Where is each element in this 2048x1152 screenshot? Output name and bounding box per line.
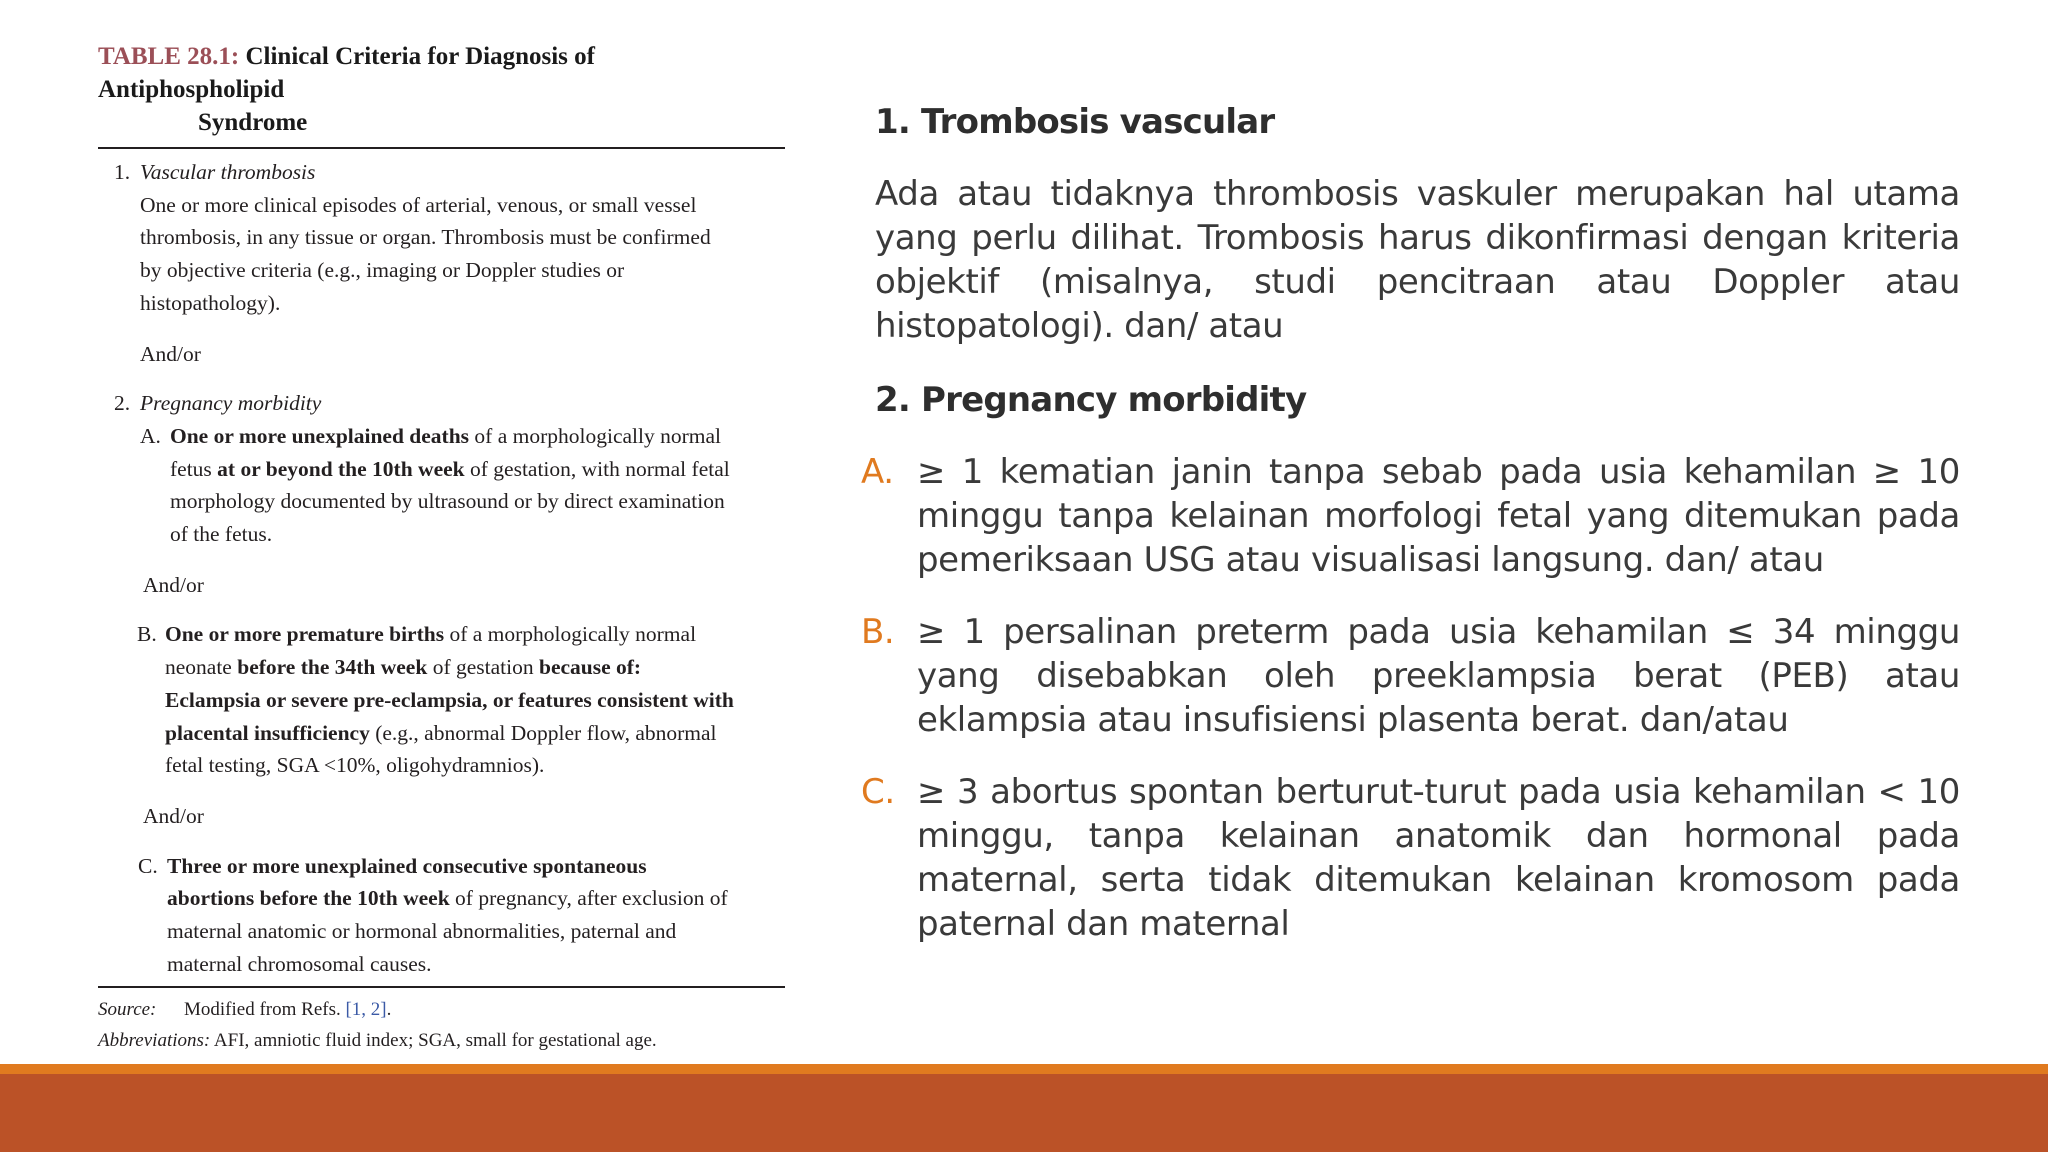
criterion-text: neonate — [165, 655, 238, 680]
list-item — [861, 610, 1960, 742]
section-number: 1. — [114, 160, 131, 184]
section-line: thrombosis, in any tissue or organ. Thrombosis must be confirmed — [140, 225, 711, 250]
table-source — [98, 994, 785, 1025]
source-text: Modified from Refs. — [184, 999, 346, 1021]
slide-content — [861, 96, 1960, 974]
criterion-bold-text: placental insufficiency — [165, 720, 370, 745]
list-item — [861, 770, 1960, 946]
section-line: by objective criteria (e.g., imaging or Doppler studies or — [140, 258, 625, 283]
criterion-text: of a morphologically normal — [469, 423, 722, 448]
table-title-line1: Clinical Criteria for Diagnosis of Antiphospholipid — [98, 43, 595, 103]
list-marker: B. — [861, 612, 895, 652]
criterion-bold-text: One or more premature births — [165, 622, 445, 647]
list-item — [861, 450, 1960, 582]
morbidity-list — [861, 450, 1960, 946]
table-abbreviations — [98, 1025, 785, 1056]
table-title-line2: Syndrome — [198, 109, 308, 136]
criterion-c — [98, 850, 785, 981]
and-or-label: And/or — [143, 803, 204, 828]
criterion-bold-text: at or beyond the 10th week — [217, 456, 465, 481]
criterion-letter: B. — [137, 622, 157, 647]
source-end: . — [386, 999, 392, 1021]
section-heading: Vascular thrombosis — [140, 160, 316, 184]
section-vascular-thrombosis — [98, 156, 785, 320]
criterion-text: (e.g., abnormal Doppler flow, abnormal — [369, 720, 717, 745]
section-line: histopathology). — [140, 290, 281, 315]
section-line: One or more clinical episodes of arterial, venous, or small vessel — [140, 192, 697, 217]
section-heading: Pregnancy morbidity — [140, 391, 322, 416]
abbreviations-text: AFI, amniotic fluid index; SGA, small for gestational age. — [210, 1030, 657, 1052]
criterion-text: maternal anatomic or hormonal abnormalities, paternal and — [167, 919, 677, 944]
reference-link[interactable]: [1, 2] — [345, 999, 387, 1021]
and-or-label: And/or — [143, 572, 204, 597]
footer-bar — [0, 1074, 2048, 1152]
and-or-label: And/or — [140, 341, 201, 366]
section-pregnancy-morbidity — [98, 387, 785, 420]
table-title — [98, 40, 785, 139]
table-label: TABLE 28.1: — [98, 43, 240, 70]
footer-accent-bar — [0, 1064, 2048, 1074]
list-marker: A. — [861, 452, 894, 492]
criterion-text: of the fetus. — [170, 522, 273, 547]
criterion-letter: C. — [138, 853, 158, 878]
paragraph-trombosis: Ada atau tidaknya thrombosis vaskuler merupakan hal utama yang perlu dilihat. Trombosis harus dikonfirmasi dengan kriteria objektif (misalnya, studi pencitraan atau Doppler atau histopatologi). dan/ atau — [875, 174, 1960, 346]
source-key: Source: — [98, 999, 157, 1021]
table-footer — [98, 988, 785, 1056]
criterion-text: of gestation, with normal fetal — [464, 456, 730, 481]
criterion-bold-text: One or more unexplained deaths — [170, 423, 470, 448]
list-marker: C. — [861, 772, 895, 812]
criterion-bold-text: Three or more unexplained consecutive spontaneous — [167, 853, 647, 878]
heading-trombosis-vascular: 1. Trombosis vascular — [875, 102, 1275, 142]
table-body — [98, 149, 785, 986]
list-item-text: ≥ 1 persalinan preterm pada usia kehamilan ≤ 34 minggu yang disebabkan oleh preeklampsia berat (PEB) atau eklampsia atau insufisiensi plasenta berat. dan/atau — [917, 612, 1960, 740]
criterion-text: morphology documented by ultrasound or by direct examination — [170, 489, 725, 514]
list-item-text: ≥ 1 kematian janin tanpa sebab pada usia kehamilan ≥ 10 minggu tanpa kelainan morfologi fetal yang ditemukan pada pemeriksaan USG atau visualisasi langsung. dan/ atau — [917, 452, 1960, 580]
abbreviations-key: Abbreviations: — [98, 1030, 211, 1052]
criterion-bold-text: Eclampsia or severe pre-eclampsia, or features consistent with — [165, 687, 734, 712]
criterion-text: of gestation — [427, 655, 539, 680]
criterion-text: of a morphologically normal — [444, 622, 697, 647]
criterion-bold-text: abortions before the 10th week — [167, 886, 450, 911]
criterion-a — [98, 420, 785, 551]
criterion-bold-text: because of: — [538, 655, 642, 680]
criteria-table — [98, 40, 785, 1056]
section-number: 2. — [114, 391, 131, 416]
criterion-letter: A. — [140, 423, 161, 448]
heading-pregnancy-morbidity: 2. Pregnancy morbidity — [875, 380, 1307, 420]
criterion-text: maternal chromosomal causes. — [167, 951, 432, 976]
criterion-bold-text: before the 34th week — [237, 655, 428, 680]
criterion-b — [98, 618, 785, 782]
criterion-text: fetal testing, SGA <10%, oligohydramnios). — [165, 753, 545, 778]
criterion-text: fetus — [170, 456, 218, 481]
list-item-text: ≥ 3 abortus spontan berturut-turut pada usia kehamilan < 10 minggu, tanpa kelainan anatomik dan hormonal pada maternal, serta tidak ditemukan kelainan kromosom pada paternal dan maternal — [917, 772, 1960, 944]
criterion-text: of pregnancy, after exclusion of — [449, 886, 728, 911]
